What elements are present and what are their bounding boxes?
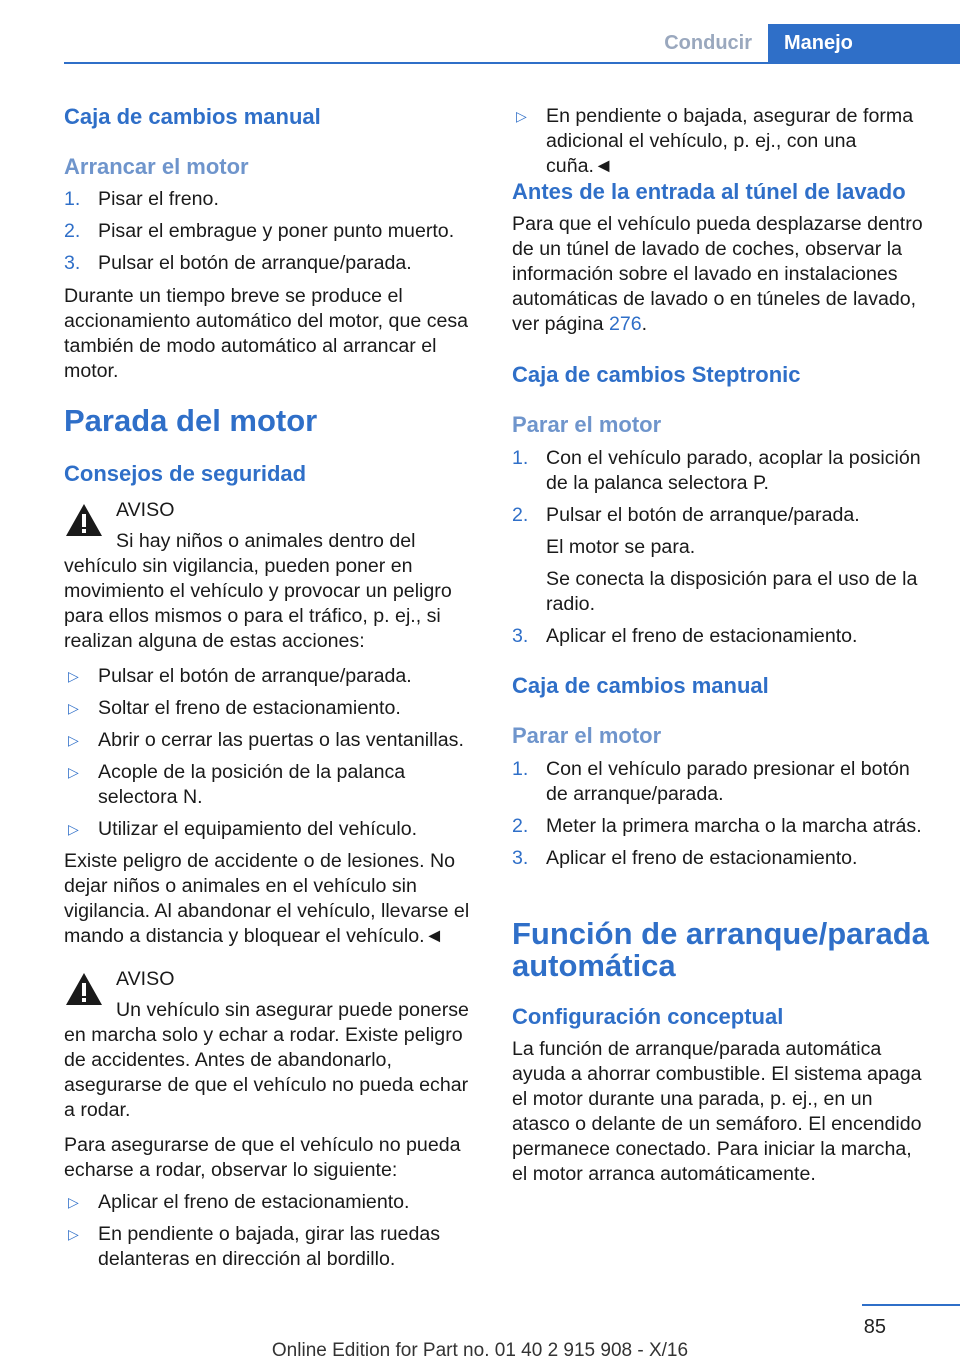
triangle-bullet-icon: ▷ — [68, 1226, 79, 1242]
list-item: ▷ Utilizar el equipamiento del vehículo. — [68, 818, 418, 840]
step-note: El motor se para. — [546, 536, 696, 558]
step-note: Se conecta la disposición para el uso de la radio. — [546, 568, 918, 615]
paragraph: Para asegurarse de que el vehículo no pueda echarse a rodar, observar lo siguiente: — [64, 1134, 461, 1181]
list-item: 2. Meter la primera marcha o la marcha atrás. — [512, 815, 922, 837]
list-item: 1. Con el vehículo parado, acoplar la posición de la palanca selectora P. — [512, 447, 921, 494]
heading-parada: Parada del motor — [64, 403, 318, 438]
list-item: ▷ En pendiente o bajada, asegurar de forma adicional el vehículo, p. ej., con una cuña.◄ — [516, 105, 914, 177]
warning-title: AVISO — [116, 499, 175, 521]
tab-conducir[interactable]: Conducir — [664, 32, 752, 54]
heading-consejos: Consejos de seguridad — [64, 461, 307, 486]
heading-configuracion: Configuración conceptual — [512, 1004, 784, 1029]
paragraph: La función de arranque/parada automática ayuda a ahorrar combustible. El sistema apaga el motor durante una parada, p. ej., en un atasco o delante de un semáforo. El encendido permanece conectado. Para iniciar la marcha, el motor arranca automáticamente. — [512, 1038, 922, 1185]
triangle-bullet-icon: ▷ — [68, 764, 79, 780]
page-link[interactable]: 276 — [608, 313, 642, 335]
tab-manejo[interactable]: Manejo — [768, 24, 960, 62]
footer-rule — [862, 1304, 960, 1306]
list-item: 3. Aplicar el freno de estacionamiento. — [512, 847, 858, 869]
triangle-bullet-icon: ▷ — [68, 668, 79, 684]
triangle-bullet-icon: ▷ — [516, 108, 527, 124]
warning-icon — [64, 971, 104, 1007]
triangle-bullet-icon: ▷ — [68, 732, 79, 748]
list-item: 3. Pulsar el botón de arranque/parada. — [64, 252, 412, 274]
list-item: ▷ Aplicar el freno de estacionamiento. — [68, 1191, 410, 1213]
heading-caja-manual-2: Caja de cambios manual — [512, 673, 769, 698]
warning-title: AVISO — [116, 968, 175, 990]
list-item: ▷ Soltar el freno de estacionamiento. — [68, 697, 401, 719]
chapter-tabs — [648, 24, 960, 62]
warning-icon — [64, 502, 104, 538]
heading-tunel: Antes de la entrada al túnel de lavado — [512, 179, 906, 204]
edition-footer: Online Edition for Part no. 01 40 2 915 908 - X/16 — [271, 1340, 689, 1361]
warning-block — [64, 967, 476, 1123]
list-item: 3. Aplicar el freno de estacionamiento. — [512, 625, 858, 647]
list-item: 2. Pulsar el botón de arranque/parada. — [512, 504, 860, 526]
list-item: ▷ Acople de la posición de la palanca selectora N. — [68, 761, 406, 808]
triangle-bullet-icon: ▷ — [68, 700, 79, 716]
header-rule — [64, 62, 960, 64]
warning-block — [64, 498, 476, 654]
list-item: ▷ En pendiente o bajada, girar las ruedas delanteras en dirección al bordillo. — [68, 1223, 441, 1270]
heading-steptronic: Caja de cambios Steptronic — [512, 362, 801, 387]
list-item: ▷ Pulsar el botón de arranque/parada. — [68, 665, 412, 687]
heading-parar-motor-2: Parar el motor — [512, 723, 662, 748]
heading-parar-motor: Parar el motor — [512, 412, 662, 437]
triangle-bullet-icon: ▷ — [68, 821, 79, 837]
paragraph: Para que el vehículo pueda desplazarse dentro de un túnel de lavado de coches, observar la información sobre el lavado en instalaciones automáticas de lavado o en túneles de lavado, ver página 276. — [512, 213, 923, 335]
triangle-bullet-icon: ▷ — [68, 1194, 79, 1210]
paragraph: Existe peligro de accidente o de lesiones. No dejar niños o animales en el vehículo sin vigilancia. Al abandonar el vehículo, llevarse el mando a distancia y bloquear el vehículo.◄ — [64, 850, 470, 947]
warning-text: Si hay niños o animales dentro del vehículo sin vigilancia, pueden poner en movimiento el vehículo y provocar un peligro para ellos mismos o para el tráfico, p. ej., si realizan alguna de estas acciones: — [64, 530, 452, 652]
paragraph: Durante un tiempo breve se produce el accionamiento automático del motor, que cesa también de modo automático al arrancar el motor. — [64, 285, 469, 382]
page-number: 85 — [863, 1316, 886, 1338]
heading-funcion: Función de arranque/parada automática — [512, 916, 929, 983]
heading-caja-manual: Caja de cambios manual — [64, 104, 321, 129]
heading-arrancar: Arrancar el motor — [64, 154, 249, 179]
list-item: 1. Con el vehículo parado presionar el botón de arranque/parada. — [512, 758, 910, 805]
list-item: 1. Pisar el freno. — [64, 188, 219, 210]
list-item: 2. Pisar el embrague y poner punto muerto. — [64, 220, 455, 242]
list-item: ▷ Abrir o cerrar las puertas o las ventanillas. — [68, 729, 464, 751]
warning-text: Un vehículo sin asegurar puede ponerse en marcha solo y echar a rodar. Existe peligro de accidentes. Antes de abandonarlo, asegurarse de que el vehículo no pueda echar a rodar. — [64, 999, 469, 1121]
